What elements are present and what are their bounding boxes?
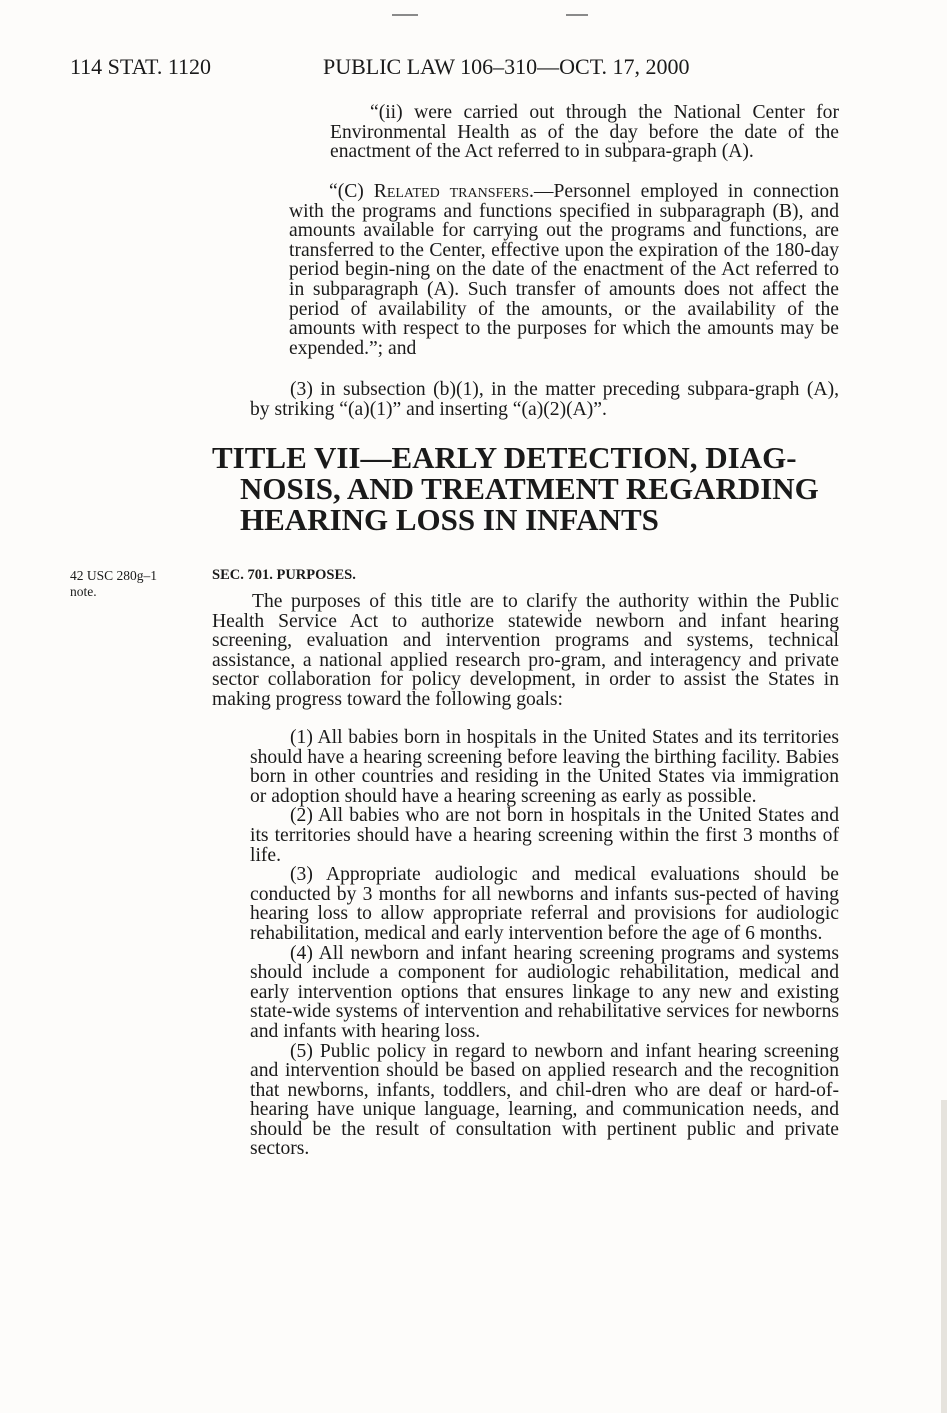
title-line-2: NOSIS, AND TREATMENT REGARDING (240, 471, 819, 506)
subpara-c (289, 182, 839, 358)
scan-mark-right (566, 14, 588, 16)
subpara-c-text (289, 182, 839, 358)
scan-mark-left (392, 14, 418, 16)
clause-ii-text: “(ii) were carried out through the National Center for Environmental Health as of the day before the date of the enactment of the Act referred to in subpara-graph (A). (330, 102, 839, 163)
margin-note-label: note. (70, 584, 97, 599)
section-intro-text: The purposes of this title are to clarify the authority within the Public Health Service Act to authorize statewide newborn and infant hearing screening, evaluation and intervention programs and systems, technical assistance, a national applied research pro-gram, and interagency and private sector collaboration for policy development, in order to assist the States in making progress toward the following goals: (212, 591, 839, 710)
item-3 (250, 380, 839, 419)
goal-item: (4) All newborn and infant hearing screening programs and systems should include a component for audiologic rehabilitation, medical and early intervention options that ensures linkage to any new and existing state-wide systems of intervention and rehabilitative services for newborns and infants with hearing loss. (250, 942, 839, 1042)
title-line-1: TITLE VII—EARLY DETECTION, DIAG- (212, 440, 797, 475)
title-heading (212, 442, 840, 535)
clause-ii (330, 103, 839, 162)
section-intro (212, 592, 839, 710)
subpara-c-lead: “(C) (329, 181, 374, 202)
page-edge-shadow (941, 1100, 947, 1413)
margin-note-citation: 42 USC 280g–1 (70, 568, 158, 583)
goals-list (250, 728, 839, 1159)
goal-item: (1) All babies born in hospitals in the United States and its territories should have a hearing screening before leaving the birthing facility. Babies born in other countries and residing in the United States via immigration or adoption should have a hearing screening as early as possible. (250, 727, 839, 807)
item-3-text: (3) in subsection (b)(1), in the matter preceding subpara-graph (A), by striking “(a)(1)” and inserting “(a)(2)(A)”. (250, 379, 839, 420)
goal-item: (5) Public policy in regard to newborn and infant hearing screening and intervention should be based on applied research and the recognition that newborns, infants, toddlers, and chil-dren who are deaf or hard-of-hearing have unique language, learning, and communication needs, and should be the result of consultation with pertinent public and private sectors. (250, 1040, 839, 1160)
margin-note (70, 568, 157, 600)
subpara-c-body: —Personnel employed in connection with the programs and functions specified in subparagraph (B), and amounts available for carrying out the programs and functions, are transferred to the Center, effective upon the expiration of the 180-day period begin-ning on the date of the enactment of the Act referred to in subparagraph (A). Such transfer of amounts does not affect the period of availability of the amounts, or the availability of the amounts with respect to the purposes for which the amounts may be expended.”; and (289, 181, 839, 359)
stat-page-number: 114 STAT. 1120 (70, 54, 212, 79)
goal-item: (3) Appropriate audiologic and medical evaluations should be conducted by 3 months for all newborns and infants sus-pected of having hearing loss to allow appropriate referral and provisions for audiologic rehabilitation, medical and early intervention before the age of 6 months. (250, 864, 839, 944)
title-line-3: HEARING LOSS IN INFANTS (240, 502, 659, 537)
law-header: PUBLIC LAW 106–310—OCT. 17, 2000 (323, 54, 690, 79)
goal-item: (2) All babies who are not born in hospitals in the United States and its territories should have a hearing screening within the first 3 months of life. (250, 805, 839, 866)
subpara-c-heading: Related transfers. (373, 181, 534, 202)
section-heading: SEC. 701. PURPOSES. (212, 567, 356, 583)
